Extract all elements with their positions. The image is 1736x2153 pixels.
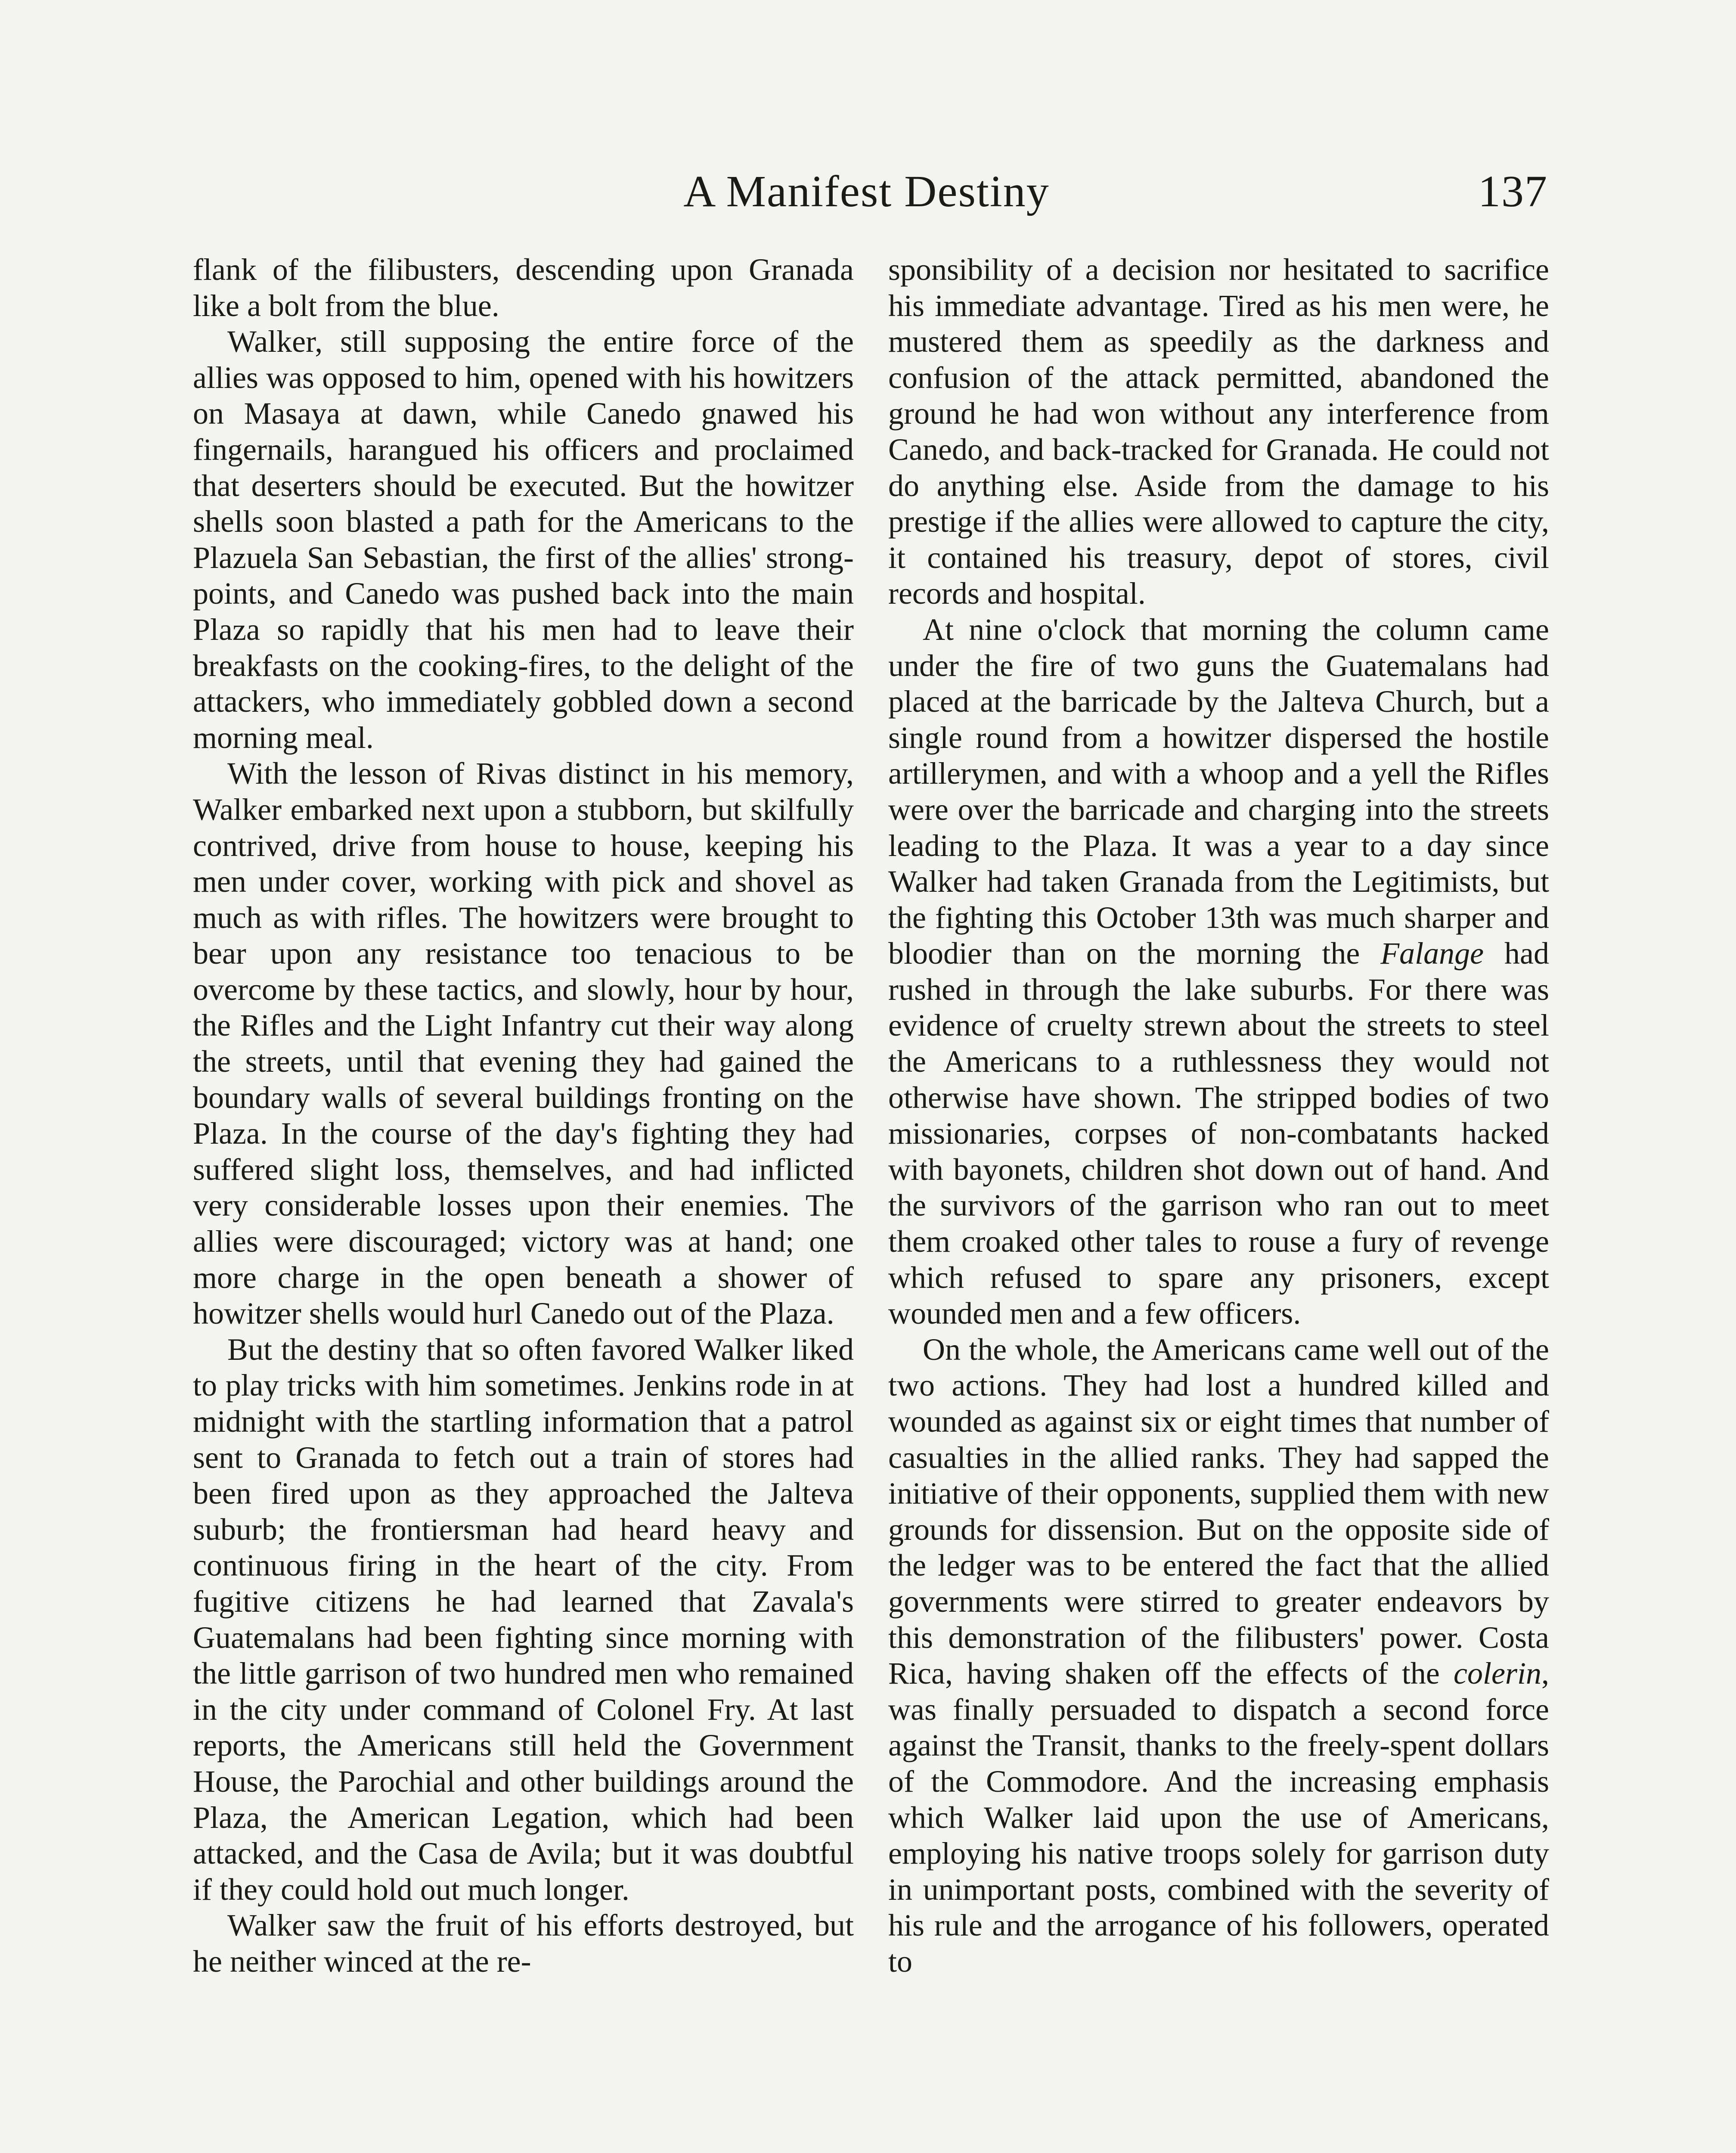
page-number: 137	[1478, 167, 1548, 216]
paragraph: With the lesson of Rivas distinct in his memory, Walker embarked next upon a stubborn, but skilfully contrived, drive from house to house, keeping his men under cover, working with pick and shovel as much as with rifles. The howitzers were brought to bear upon any resistance too tenacious to be overcome by these tactics, and slowly, hour by hour, the Rifles and the Light Infantry cut their way along the streets, until that evening they had gained the boundary walls of several buildings fronting on the Plaza. In the course of the day's fighting they had suffered slight loss, themselves, and had inflicted very considerable losses upon their enemies. The allies were discouraged; victory was at hand; one more charge in the open beneath a shower of howitzer shells would hurl Canedo out of the Plaza.	[193, 756, 854, 1331]
italic-term: colerin	[1454, 1656, 1541, 1691]
paragraph: But the destiny that so often favored Walker liked to play tricks with him sometimes. Jenkins rode in at midnight with the startling information that a patrol sent to Granada to fetch out a train of stores had been fired upon as they approached the Jalteva suburb; the frontiersman had heard heavy and continuous firing in the heart of the city. From fugitive citizens he had learned that Zavala's Guatemalans had been fighting since morning with the little garrison of two hundred men who remained in the city under command of Colonel Fry. At last reports, the Americans still held the Government House, the Parochial and other buildings around the Plaza, the American Legation, which had been attacked, and the Casa de Avila; but it was doubtful if they could hold out much longer.	[193, 1332, 854, 1907]
paragraph-text: had rushed in through the lake suburbs. For there was evidence of cruelty strewn about the streets to steel the Americans to a ruthlessness they would not otherwise have shown. The stripped bodies of two missionaries, corpses of non-combatants hacked with bayonets, children shot down out of hand. And the survivors of the garrison who ran out to meet them croaked other tales to rouse a fury of revenge which refused to spare any prisoners, except wounded men and a few officers.	[888, 936, 1549, 1331]
paragraph: sponsibility of a decision nor hesitated to sacrifice his immediate advantage. Tired as his men were, he mustered them as speedily as the darkness and confusion of the attack permitted, abandoned the ground he had won without any interference from Canedo, and back-tracked for Granada. He could not do anything else. Aside from the damage to his prestige if the allies were allowed to capture the city, it contained his treasury, depot of stores, civil records and hospital.	[888, 252, 1549, 611]
italic-term: Falange	[1380, 936, 1484, 971]
left-column	[193, 252, 854, 1980]
paragraph	[888, 612, 1549, 1332]
page-header	[185, 159, 1548, 224]
paragraph: Walker, still supposing the entire force of the allies was opposed to him, opened with his howitzers on Masaya at dawn, while Canedo gnawed his fingernails, harangued his officers and proclaimed that deserters should be executed. But the howitzer shells soon blasted a path for the Americans to the Plazuela San Sebastian, the first of the allies' strong-points, and Canedo was pushed back into the main Plaza so rapidly that his men had to leave their breakfasts on the cooking-fires, to the delight of the attackers, who immediately gobbled down a second morning meal.	[193, 324, 854, 755]
running-title: A Manifest Destiny	[683, 167, 1050, 216]
paragraph: Walker saw the fruit of his efforts destroyed, but he neither winced at the re-	[193, 1908, 854, 1979]
paragraph	[888, 1332, 1549, 1980]
text-columns	[193, 252, 1549, 2153]
right-column	[888, 252, 1549, 1980]
paragraph: flank of the filibusters, descending upon Granada like a bolt from the blue.	[193, 252, 854, 323]
paragraph-text: , was finally persuaded to dispatch a second force against the Transit, thanks to the freely-spent dollars of the Commodore. And the increasing emphasis which Walker laid upon the use of Americans, employing his native troops solely for garrison duty in unimportant posts, combined with the severity of his rule and the arrogance of his followers, operated to	[888, 1656, 1549, 1979]
paragraph-text: On the whole, the Americans came well out of the two actions. They had lost a hundred killed and wounded as against six or eight times that number of casualties in the allied ranks. They had sapped the initiative of their opponents, supplied them with new grounds for dissension. But on the opposite side of the ledger was to be entered the fact that the allied governments were stirred to greater endeavors by this demonstration of the filibusters' power. Costa Rica, having shaken off the effects of the	[888, 1332, 1549, 1691]
paragraph-text: At nine o'clock that morning the column came under the fire of two guns the Guatemalans had placed at the barricade by the Jalteva Church, but a single round from a howitzer dispersed the hostile artillerymen, and with a whoop and a yell the Rifles were over the barricade and charging into the streets leading to the Plaza. It was a year to a day since Walker had taken Granada from the Legitimists, but the fighting this October 13th was much sharper and bloodier than on the morning the	[888, 612, 1549, 971]
